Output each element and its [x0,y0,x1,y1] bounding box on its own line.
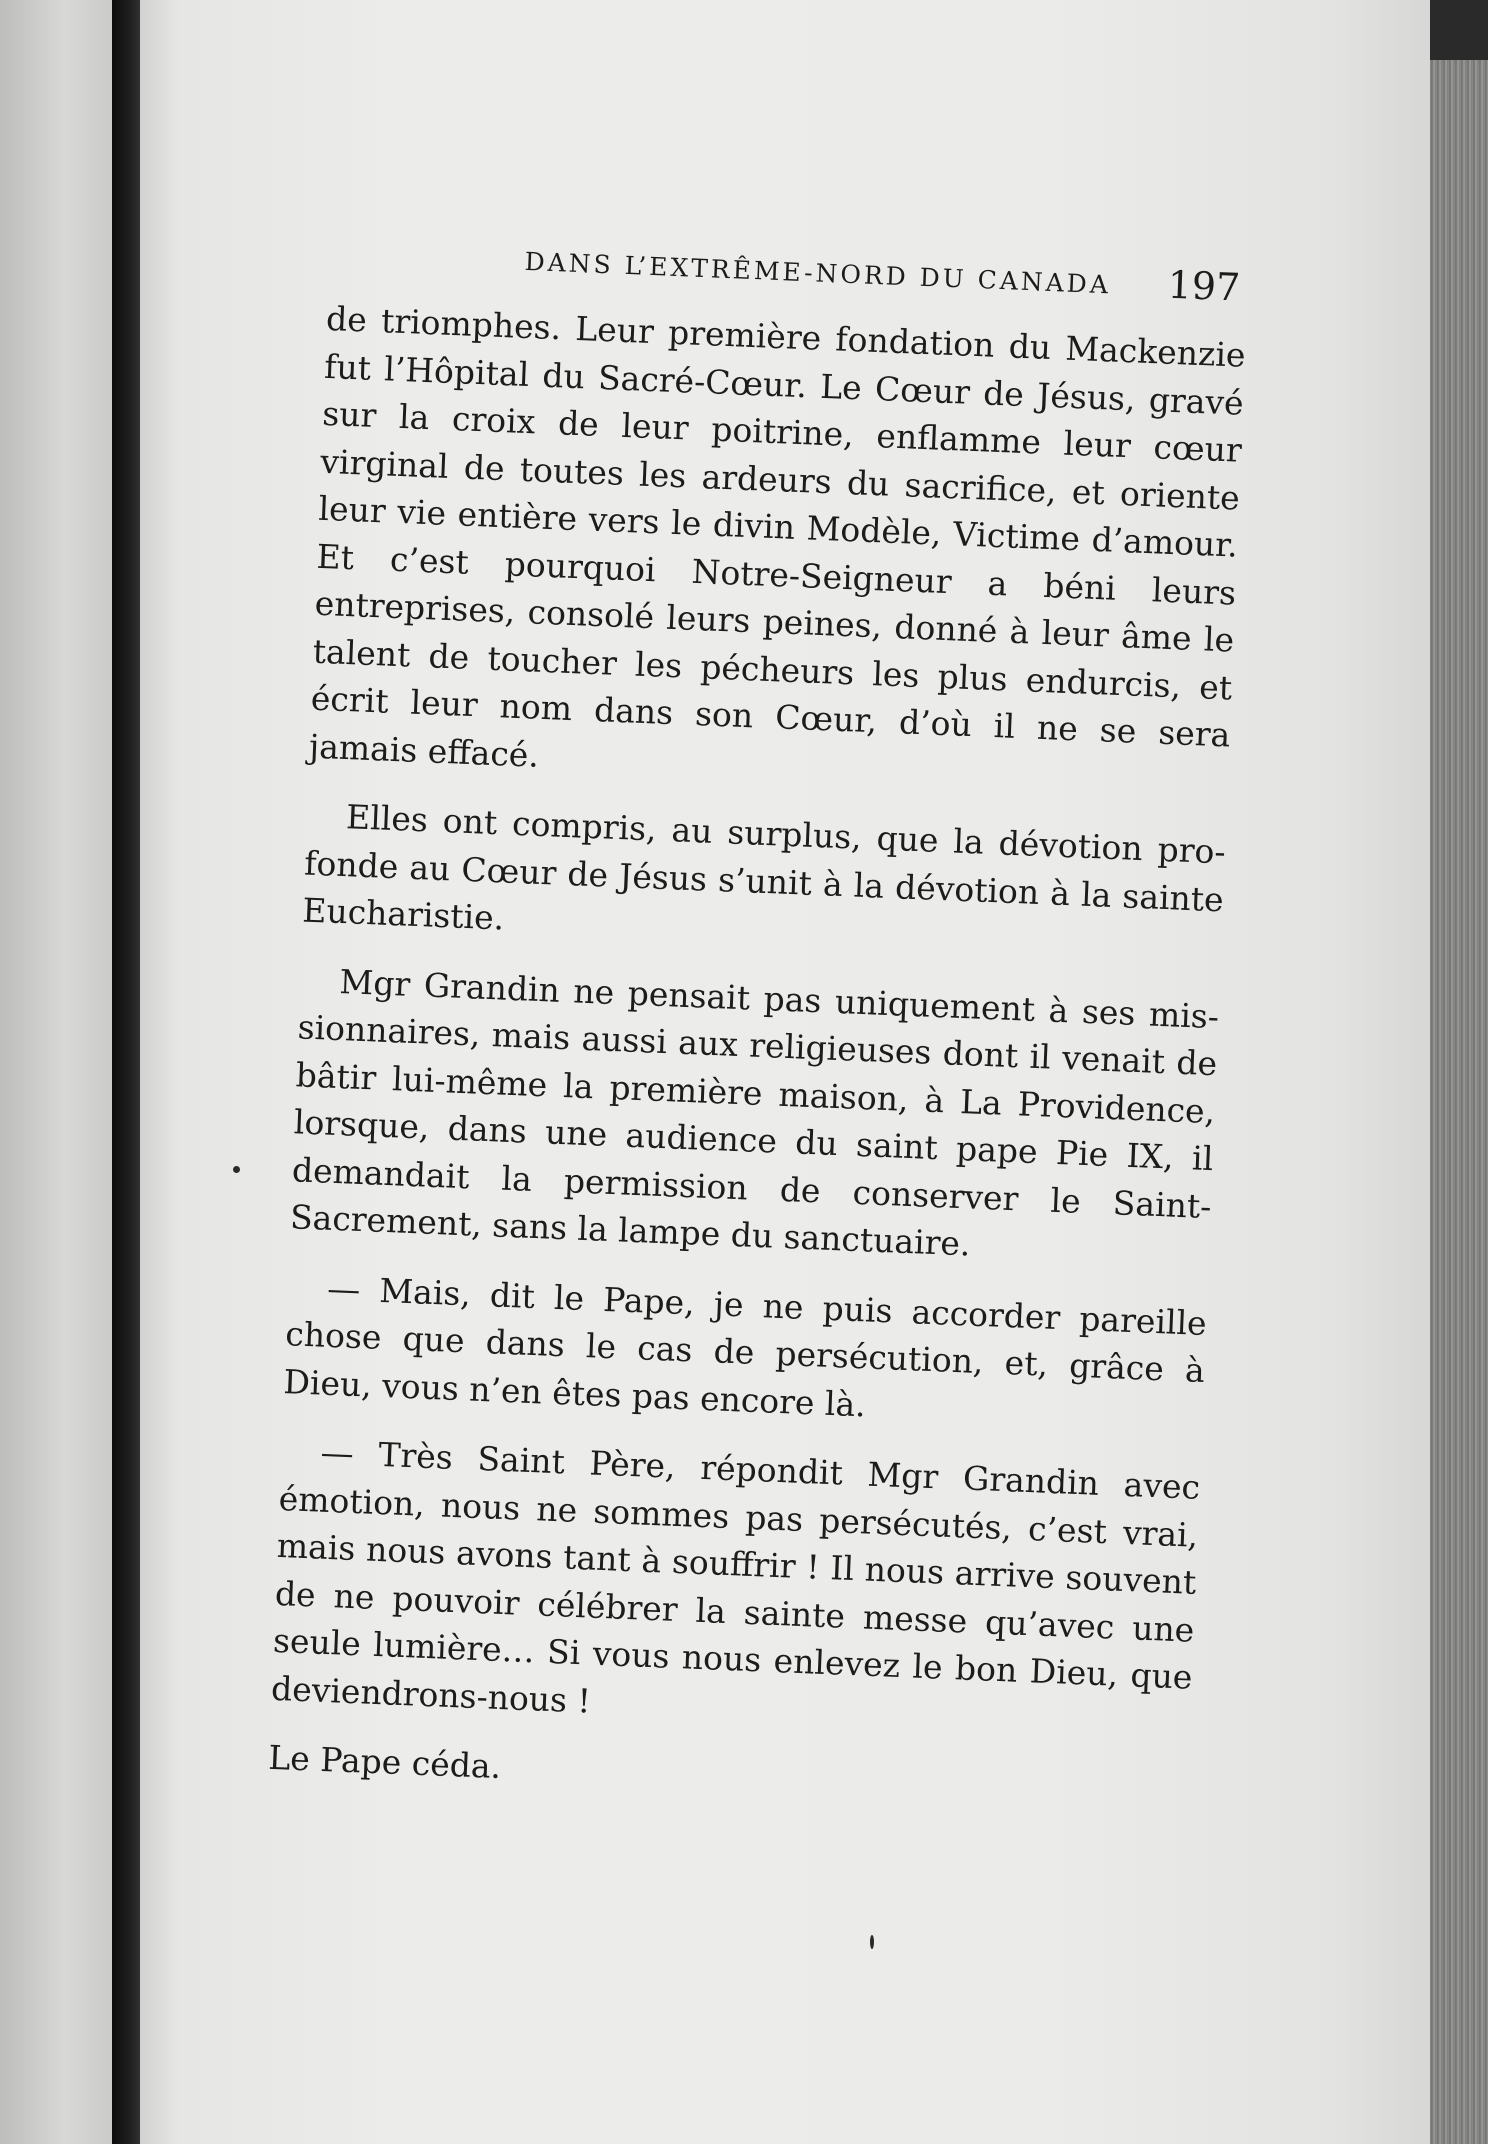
page-edges-shadow [1430,0,1488,60]
paragraph: — Très Saint Père, répondit Mgr Grandin avec émotion, nous ne sommes pas persécutés, c’est vrai, mais nous avons tant à souffrir ! Il nous arrive souvent de ne pouvoir célébrer la sainte messe qu’avec une seule lumière… Si vous nous enlevez le bon Dieu, que deviendrons-nous ! [270,1432,1201,1721]
speckle-mark [233,1166,240,1173]
speckle-mark [870,1935,874,1949]
page-text [267,225,1249,1818]
paragraph: Mgr Grandin ne pensait pas uniquement à ses missionnaires, mais aussi aux religieuses dont il venait de bâtir lui-même la première maison, à La Providence, lorsque, dans une audience du saint pape Pie IX, il demandait la permission de conserver le Saint-Sacrement, sans la lampe du sanctuaire. [289,961,1220,1264]
page-edges [1430,60,1488,2144]
page-number: 197 [1166,262,1242,310]
facing-page [0,0,118,2144]
paragraph: — Mais, dit le Pape, je ne puis accorder pareille chose que dans le cas de persécution, et, grâce à Dieu, vous n’en êtes pas encore là. [282,1268,1208,1424]
paragraph: Elles ont compris, au surplus, que la dévotion profonde au Cœur de Jésus s’unit à la dévotion à la sainte Eucharistie. [301,797,1227,938]
running-title: DANS L’EXTRÊME-NORD DU CANADA [524,246,1112,300]
paragraph: de triomphes. Leur première fondation du Mackenzie fut l’Hôpital du Sacré-Cœur. Le Cœur de Jésus, gravé sur la croix de leur poitrine, enflamme leur cœur virginal de toutes les ardeurs du sacrifice, et oriente leur vie entière vers le divin Modèle, Victime d’amour. Et c’est pourquoi Notre-Seigneur a béni leurs entreprises, consolé leurs peines, donné à leur âme le talent de toucher les pécheurs les plus endurcis, et écrit leur nom dans son Cœur, d’où il ne se sera jamais effacé. [308,298,1247,775]
paragraph: Le Pape céda. [267,1737,502,1787]
